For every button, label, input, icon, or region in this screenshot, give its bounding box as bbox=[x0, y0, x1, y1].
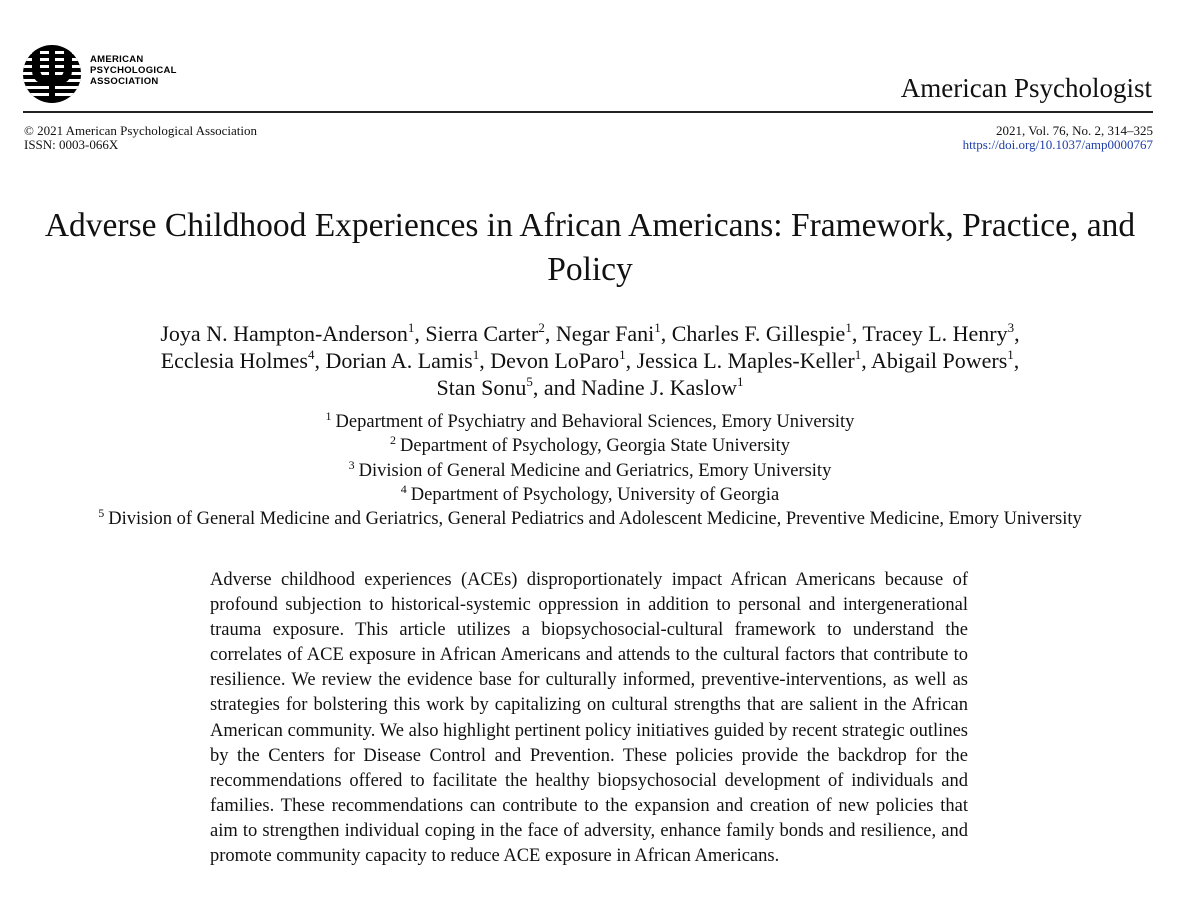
author bbox=[161, 348, 320, 373]
author-affiliation-mark: 3 bbox=[1007, 320, 1015, 335]
author-affiliation-mark: 1 bbox=[845, 320, 852, 335]
journal-name: American Psychologist bbox=[900, 73, 1152, 103]
affiliation bbox=[0, 459, 1180, 483]
affiliation-number: 1 bbox=[325, 409, 332, 423]
issn-line: ISSN: 0003-066X bbox=[24, 137, 119, 152]
author-separator: , bbox=[625, 348, 632, 373]
author-affiliation-mark: 2 bbox=[538, 320, 545, 335]
affiliation bbox=[0, 434, 1180, 458]
affiliation bbox=[0, 483, 1180, 507]
author-separator: , bbox=[1014, 321, 1020, 346]
author-separator: , bbox=[660, 321, 667, 346]
page-header bbox=[0, 0, 1200, 112]
author-separator: , bbox=[851, 321, 858, 346]
author-affiliation-mark: 1 bbox=[619, 347, 626, 362]
author-name: Tracey L. Henry bbox=[862, 321, 1008, 346]
author bbox=[862, 321, 1019, 346]
author-affiliation-mark: 1 bbox=[1007, 347, 1014, 362]
meta-left bbox=[24, 124, 257, 152]
author bbox=[672, 321, 858, 346]
affiliation-text: Department of Psychology, Georgia State University bbox=[400, 436, 790, 457]
author-name: Joya N. Hampton-Anderson bbox=[160, 321, 408, 346]
affiliation bbox=[0, 410, 1180, 434]
author-name: Stan Sonu bbox=[436, 375, 527, 400]
author-affiliation-mark: 5 bbox=[526, 374, 533, 389]
affiliation-text: Department of Psychology, University of Georgia bbox=[410, 484, 780, 505]
author-affiliation-mark: 1 bbox=[472, 347, 480, 362]
publisher-name-line: AMERICAN bbox=[90, 54, 144, 65]
author-separator: , bbox=[861, 348, 867, 373]
author-separator: , bbox=[544, 321, 551, 346]
abstract: Adverse childhood experiences (ACEs) disproportionately impact African Americans because of profound subjection to historical-systemic oppression in addition to personal and intergenerational trauma exposure. This article utilizes a biopsychosocial-cultural framework to understand the correlates of ACE exposure in African Americans and attends to the cultural factors that contribute to resilience. We review the evidence base for culturally informed, preventive-interventions, as well as strategies for bolstering this work by capitalizing on cultural strengths that are salient in the African American community. We also highlight pertinent policy initiatives guided by recent strategic outlines by the Centers for Disease Control and Prevention. These policies provide the backdrop for the recommendations offered to facilitate the healthy biopsychosocial development of individuals and families. These recommendations can contribute to the expansion and creation of new policies that aim to strengthen individual coping in the face of adversity, enhance family bonds and resilience, and promote community capacity to reduce ACE exposure in African Americans. bbox=[210, 570, 968, 867]
author-affiliation-mark: 1 bbox=[407, 320, 415, 335]
publisher-name-line: PSYCHOLOGICAL bbox=[90, 65, 177, 76]
author-name: Jessica L. Maples-Keller bbox=[636, 348, 855, 373]
author-separator: , bbox=[479, 348, 485, 373]
author-name: Charles F. Gillespie bbox=[671, 321, 846, 346]
header-divider bbox=[23, 111, 1153, 113]
author-separator: , bbox=[414, 321, 420, 346]
author bbox=[556, 321, 666, 346]
author-name: Abigail Powers bbox=[871, 348, 1008, 373]
copyright-line: © 2021 American Psychological Association bbox=[24, 123, 258, 138]
affiliation-number: 3 bbox=[348, 457, 355, 472]
author-affiliation-mark: 4 bbox=[307, 347, 315, 362]
paper-title: Adverse Childhood Experiences in African Americans: Framework, Practice, and Policy bbox=[44, 207, 1136, 288]
affiliation bbox=[0, 507, 1180, 531]
author-separator: , and bbox=[532, 375, 576, 400]
author bbox=[871, 348, 1019, 373]
author-affiliation-mark: 1 bbox=[654, 320, 661, 335]
affiliation-text: Department of Psychiatry and Behavioral Sciences, Emory University bbox=[335, 412, 855, 432]
affiliation-text: Division of General Medicine and Geriatrics, General Pediatrics and Adolescent Medicine, Preventive Medicine, Emory University bbox=[108, 509, 1082, 530]
volume-info: 2021, Vol. 76, No. 2, 314–325 bbox=[996, 123, 1153, 138]
author-affiliation-mark: 1 bbox=[736, 374, 744, 389]
apa-psi-logo-icon bbox=[22, 44, 82, 104]
author bbox=[425, 321, 550, 346]
publisher-name bbox=[90, 54, 177, 87]
affiliation-text: Division of General Medicine and Geriatrics, Emory University bbox=[358, 460, 832, 481]
affiliation-list bbox=[0, 410, 1180, 531]
affiliation-number: 5 bbox=[98, 506, 105, 521]
author bbox=[581, 375, 743, 400]
author-list bbox=[0, 320, 1180, 401]
publisher-name-line: ASSOCIATION bbox=[90, 76, 159, 87]
author bbox=[160, 321, 419, 346]
author-name: Nadine J. Kaslow bbox=[581, 375, 737, 400]
doi-link[interactable]: https://doi.org/10.1037/amp0000767 bbox=[962, 137, 1153, 152]
author-name: Sierra Carter bbox=[425, 321, 539, 346]
author-separator: , bbox=[1013, 348, 1020, 373]
author bbox=[437, 375, 576, 400]
affiliation-number: 4 bbox=[400, 481, 407, 496]
author-affiliation-mark: 1 bbox=[854, 347, 862, 362]
author-name: Negar Fani bbox=[555, 321, 655, 346]
meta-right bbox=[963, 124, 1153, 152]
author bbox=[637, 348, 867, 373]
author bbox=[490, 348, 631, 373]
affiliation-number: 2 bbox=[390, 433, 397, 448]
author-separator: , bbox=[314, 348, 320, 373]
author-name: Devon LoParo bbox=[490, 348, 620, 373]
author-name: Dorian A. Lamis bbox=[325, 348, 473, 373]
author-name: Ecclesia Holmes bbox=[160, 348, 308, 373]
author bbox=[325, 348, 484, 373]
